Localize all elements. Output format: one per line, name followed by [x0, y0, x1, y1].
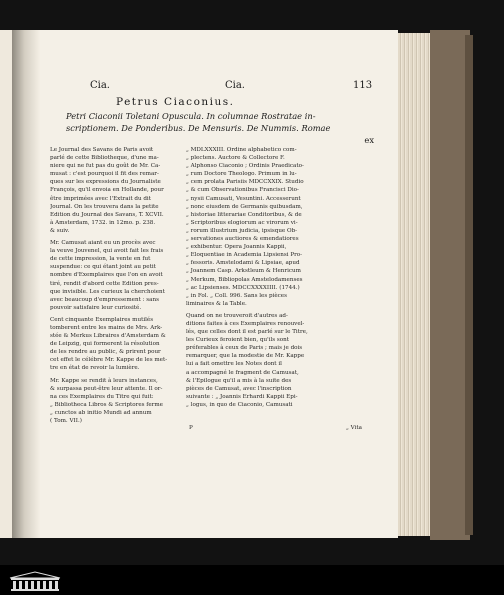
- left-line: parlé de cette Bibliotheque, d'une ma-: [50, 155, 159, 162]
- left-line: ( Tom. VII.): [50, 418, 82, 424]
- right-line: „ ac Lipsienses. MDCCXXXXIIII. (1744.): [186, 284, 300, 291]
- right-line: „ Joannem Casp. Arkstleum & Henricum: [186, 268, 301, 275]
- left-line: niere qui ne fut pas du goût de Mr. Ca-: [50, 163, 161, 170]
- entry-line-3: ex: [364, 135, 374, 145]
- left-line: François, qu'il envoia en Hollande, pour: [50, 187, 164, 194]
- left-paragraph: [50, 239, 167, 312]
- entry-heading: Petrus Ciaconius.: [116, 96, 235, 108]
- catchword: „ Vita: [346, 425, 362, 431]
- left-line: & suiv.: [50, 227, 70, 234]
- right-line: „ & cum Observationibus Francisci Dio-: [186, 187, 299, 194]
- left-line: Mr. Camusat aiant eu un procès avec: [50, 240, 156, 247]
- library-building-icon: [8, 570, 62, 592]
- left-line: nombre d'Exemplaires que l'on en avoit: [50, 272, 163, 279]
- page-edges: [398, 33, 430, 536]
- right-line: „ exhibentur. Opera Joannis Kappii,: [186, 244, 287, 251]
- right-line: liminaires & la Table.: [186, 300, 247, 307]
- left-line: suspendue: ce qui étant joint au petit: [50, 264, 156, 271]
- left-paragraph: [50, 316, 167, 373]
- right-line: „ Alphonso Ciaconio ; Ordinis Praedicato-: [186, 163, 304, 170]
- left-line: la veuve Jouvenel, qui avoit fait les frais: [50, 248, 164, 255]
- left-line: Mr. Kappe se rendit à leurs instances,: [50, 377, 158, 384]
- book-gutter: [12, 30, 40, 538]
- right-line: „ Merkum, Bibliopolas Amstelodamenses: [186, 276, 303, 283]
- left-line: Edition du Journal des Savans, T. XCVII.: [50, 211, 164, 218]
- left-line: à Amsterdam, 1732. in 12mo. p. 238.: [50, 219, 156, 226]
- right-line: „ in Fol. „ Coll. 996. Sans les pièces: [186, 292, 287, 299]
- right-line: lés, que celles dont il est parlé sur le Titre,: [186, 329, 308, 336]
- left-column: [50, 146, 167, 429]
- right-line: remarquer, que la modestie de Mr. Kappe: [186, 353, 305, 360]
- left-line: na ces Exemplaires du Titre qui fuit:: [50, 393, 154, 400]
- right-line: „ plectens. Auctore & Collectore F.: [186, 155, 285, 162]
- left-paragraph: [50, 146, 167, 235]
- left-line: Cent cinquante Exemplaires mutilés: [50, 316, 154, 323]
- book-cover-board: [430, 30, 470, 540]
- left-line: pouvoir satisfaire leur curiosité.: [50, 304, 142, 311]
- viewer-footer: [0, 565, 504, 595]
- entry-title: [66, 110, 374, 146]
- right-line: „ MDLXXXIII. Ordine alphabetico com-: [186, 147, 297, 153]
- left-line: de les rendre au public, & prirent pour: [50, 349, 161, 356]
- right-line: Quand on ne trouveroit d'autres ad-: [186, 312, 288, 319]
- right-paragraph: [186, 312, 308, 409]
- right-line: „ fessoris. Amstelodami & Lipsiae, apud: [186, 260, 300, 267]
- left-line: musat : c'est pourquoi il fit des remar-: [50, 171, 159, 178]
- left-line: tomberent entre les mains de Mrs. Ark-: [50, 324, 163, 331]
- right-line: „ logus, in quo de Ciaconio, Camusati: [186, 401, 293, 408]
- right-line: „ nonc eiusdem de Germanis quibusdam,: [186, 203, 303, 210]
- right-line: „ nysii Camusati, Vesuntini. Accesserunt: [186, 195, 301, 202]
- left-line: de cette impression, la vente en fut: [50, 256, 151, 263]
- left-line: Journal. On les trouvera dans la petite: [50, 203, 159, 210]
- right-line: pièces de Camusat, avec l'inscription: [186, 385, 292, 392]
- right-line: „ historiae litterariae Conditoribus, & de: [186, 211, 302, 218]
- signature-mark: P: [189, 425, 193, 431]
- right-line: suivante : „ Joannis Erhardi Kappii Epi-: [186, 393, 298, 400]
- left-line: que invisible. Les curieux la cherchoient: [50, 288, 165, 295]
- entry-line-1: Petri Ciaconii Toletani Opuscula. In columnae Rostratae in-: [66, 111, 316, 121]
- left-line: de Leipzig, qui formerent la résolution: [50, 341, 160, 348]
- right-line: „ servationes auctiores & emendatiores: [186, 236, 299, 243]
- left-line: „ cunctos ab initio Mundi ad annum: [50, 409, 152, 416]
- entry-line-2: scriptionem. De Ponderibus. De Mensuris. De Nummis. Romae: [66, 123, 331, 133]
- right-line: „ rum Doctore Theologo. Primum in lu-: [186, 171, 297, 178]
- right-line: „ Eloquentiae in Academia Lipsiensi Pro-: [186, 252, 303, 259]
- left-paragraph: [50, 377, 167, 426]
- running-head-left: Cia.: [90, 80, 110, 91]
- right-line: „ Scriptoribus elogiorum ac virorum vi-: [186, 219, 298, 226]
- left-page-edge: [0, 30, 12, 538]
- right-line: „ cem prolata Parisiis MDCCXXIX. Studio: [186, 179, 304, 186]
- left-line: stée & Merkus Libraires d'Amsterdam &: [50, 333, 166, 340]
- left-line: tiré, rendit d'abord cette Edition pres-: [50, 280, 159, 287]
- right-line: lui a fait omettre les Notes dont il: [186, 361, 282, 368]
- page-number: 113: [353, 80, 373, 91]
- right-line: „ rorum illustrium judicia, ipsisque Ob-: [186, 227, 298, 234]
- left-line: „ Bibliotheca Libros & Scriptores ferme: [50, 401, 163, 408]
- right-line: & l'Epilogue qu'il a mis à la suite des: [186, 377, 292, 384]
- left-line: Le Journal des Savans de Paris avoit: [50, 147, 154, 153]
- right-line: ditions faites à ces Exemplaires renouvel-: [186, 320, 305, 327]
- left-line: être imprimées avec l'Extrait du dit: [50, 195, 151, 202]
- right-line: les Curieux feroient bien, qu'ils sont: [186, 337, 289, 344]
- left-line: ques sur les expressions du Journaliste: [50, 179, 161, 186]
- left-line: & surpassa peut-être leur attente. Il or-: [50, 385, 163, 392]
- book-cover-shadow: [465, 35, 473, 535]
- left-line: avec beaucoup d'empressement : sans: [50, 296, 159, 303]
- left-line: tre en état de revoir la lumière.: [50, 365, 140, 372]
- right-line: préferables à ceux de Paris ; mais je dois: [186, 345, 303, 352]
- running-head-center: Cia.: [225, 80, 245, 91]
- right-paragraph: [186, 146, 308, 308]
- right-column: [186, 146, 308, 413]
- right-line: a accompagné le fragment de Camusat,: [186, 369, 299, 376]
- left-line: cet effet le célébre Mr. Kappe de les met-: [50, 357, 168, 364]
